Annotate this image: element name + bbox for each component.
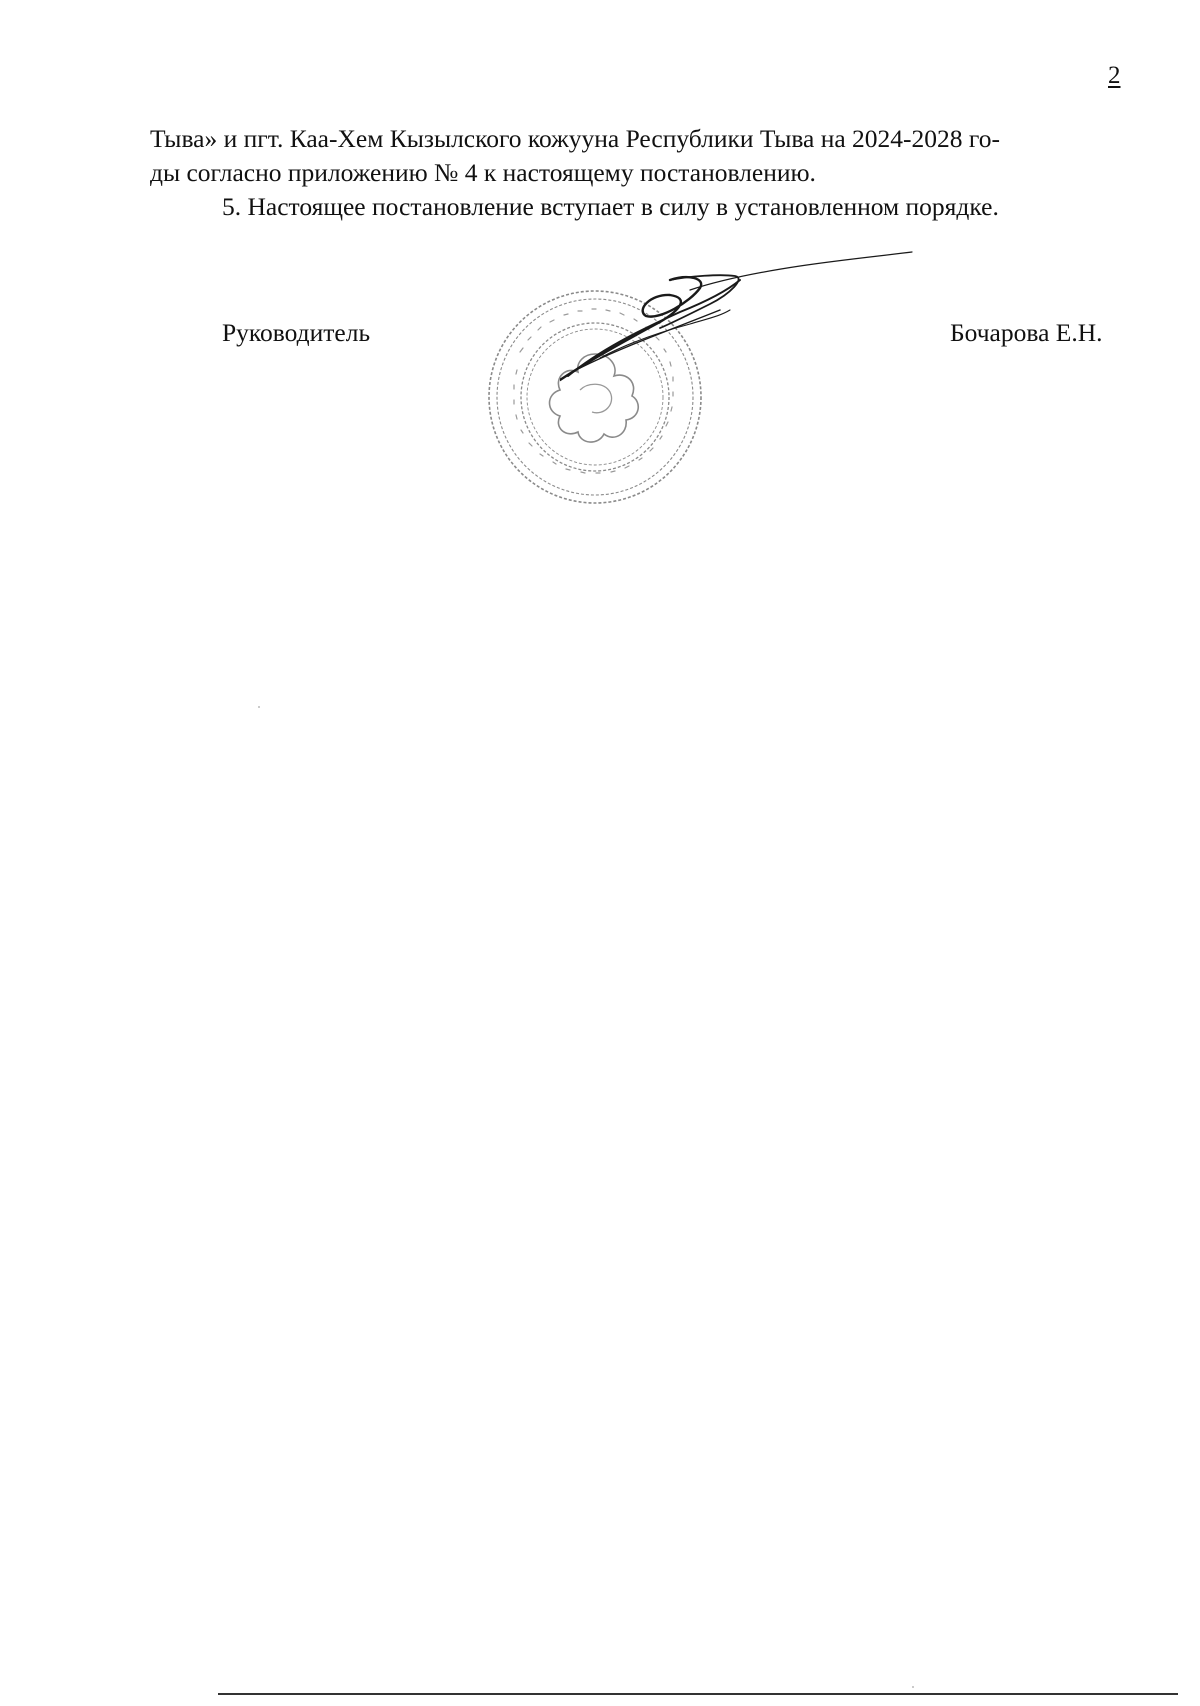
paragraph-5: 5. Настоящее постановление вступает в силу в установленном порядке.: [222, 192, 999, 221]
scan-speck: [912, 1686, 914, 1688]
handwritten-signature-icon: [560, 250, 920, 410]
document-body: [150, 122, 1120, 224]
signatory-title: Руководитель: [222, 318, 371, 347]
paragraph-continuation-line-1: Тыва» и пгт. Каа-Хем Кызылского кожууна Республики Тыва на 2024-2028 го-: [150, 124, 1000, 153]
signatory-name: Бочарова Е.Н.: [950, 318, 1103, 347]
paragraph-continuation-line-2: ды согласно приложению № 4 к настоящему постановлению.: [150, 158, 816, 187]
scan-speck: [258, 706, 260, 708]
page-number: 2: [1108, 62, 1121, 89]
bottom-edge-line: [218, 1693, 1178, 1695]
